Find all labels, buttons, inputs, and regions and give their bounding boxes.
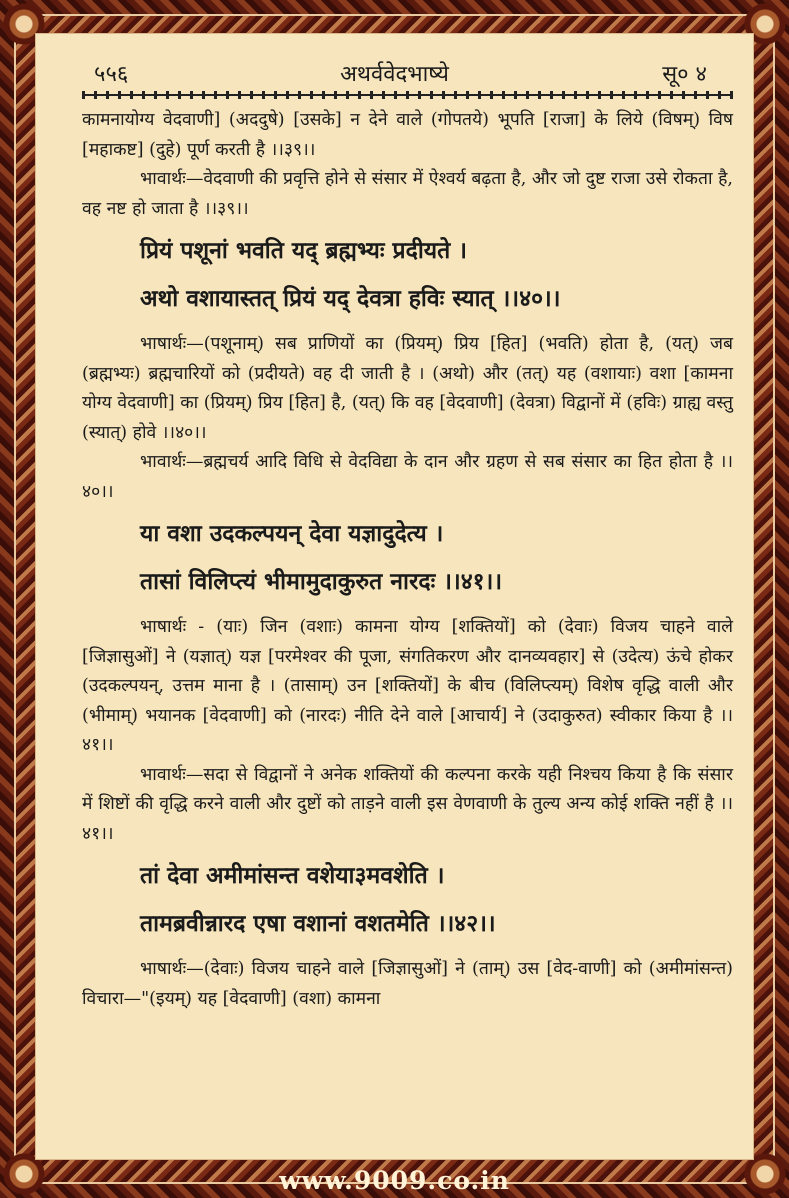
bhashartha-paragraph: भाषार्थः—(देवाः) विजय चाहने वाले [जिज्ञासुओं] ने (ताम्) उस [वेद-वाणी] को (अमीमांसन्त) विचारा—"(इयम्) यह [वेदवाणी] (वशा) कामना [82,959,733,1009]
mantra-block [140,859,733,941]
mantra-block [140,517,733,599]
mantra-line: या वशा उदकल्पयन् देवा यज्ञादुदेत्य । [140,520,444,547]
bhashartha-paragraph: भाषार्थः—(पशूनाम्) सब प्राणियों का (प्रियम्) प्रिय [हित] (भवति) होता है, (यत्) जब (ब्रह्मभ्यः) ब्रह्मचारियों को (प्रदीयते) वह दी जाती है । (अथो) और (तत्) यह (वशायाः) वशा [कामना योग्य वेदवाणी] का (प्रियम्) प्रिय [हित] है, (यत्) कि वह [वेदवाणी] (देवत्रा) विद्वानों में (हविः) ग्राह्य वस्तु (स्यात्) होवे ।।४०।। [82,334,733,443]
mantra-block [140,234,733,316]
page-header [54,52,735,92]
bhavartha-paragraph: भावार्थः—ब्रह्मचर्य आदि विधि से वेदविद्या के दान और ग्रहण से सब संसार का हित होता है ।।४०।। [82,452,733,502]
mantra-line: अथो वशायास्तत् प्रियं यद् देवत्रा हविः स्यात् ।।४०।। [140,285,561,312]
bhavartha-paragraph: भावार्थः—सदा से विद्वानों ने अनेक शक्तियों की कल्पना करके यही निश्चय किया है कि संसार में शिष्टों की वृद्धि करने वाली और दुष्टों को ताड़ने वाली इस वेणवाणी के तुल्य अन्य कोई शक्ति नहीं है ।।४१।। [82,764,733,844]
page-number: ५५६ [94,62,129,87]
website-footer[interactable]: www.9009.co.in [279,1166,510,1195]
mantra-line: तासां विलिप्त्यं भीमामुदाकुरुत नारदः ।।४१।। [140,568,503,595]
bhashartha-paragraph: भाषार्थः - (याः) जिन (वशाः) कामना योग्य [शक्तियों] को (देवाः) विजय चाहने वाले [जिज्ञासुओं] ने (यज्ञात्) यज्ञ [परमेश्वर की पूजा, संगतिकरण और दानव्यवहार] से (उदेत्य) ऊंचे होकर (उदकल्पयन्, उत्तम माना है । (तासाम्) उन [शक्तियों] के बीच (विलिप्त्यम्) विशेष वृद्धि वाली और (भीमाम्) भयानक [वेदवाणी] को (नारदः) नीति देने वाले [आचार्य] ने (उदाकुरुत) स्वीकार किया है ।।४१।। [82,617,733,755]
header-rule-ornament [82,91,733,99]
mantra-line: तामब्रवीन्नारद एषा वशानां वशतमेति ।।४२।। [140,910,496,937]
page-content [82,106,733,1014]
mantra-line: तां देवा अमीमांसन्त वशेया३मवशेति । [140,862,445,889]
mantra-line: प्रियं पशूनां भवति यद् ब्रह्मभ्यः प्रदीयते । [140,237,467,264]
bhavartha-paragraph: भावार्थः—वेदवाणी की प्रवृत्ति होने से संसार में ऐश्वर्य बढ़ता है, और जो दुष्ट राजा उसे रोकता है, वह नष्ट हो जाता है ।।३९।। [82,169,733,219]
sukta-number: सू० ४ [662,62,707,87]
page-title: अथर्ववेदभाष्ये [340,62,449,87]
commentary-paragraph: कामनायोग्य वेदवाणी] (अददुषे) [उसके] न देने वाले (गोपतये) भूपति [राजा] के लिये (विषम्) विष [महाकष्ट] (दुहे) पूर्ण करती है ।।३९।। [82,110,733,160]
page [35,33,754,1160]
